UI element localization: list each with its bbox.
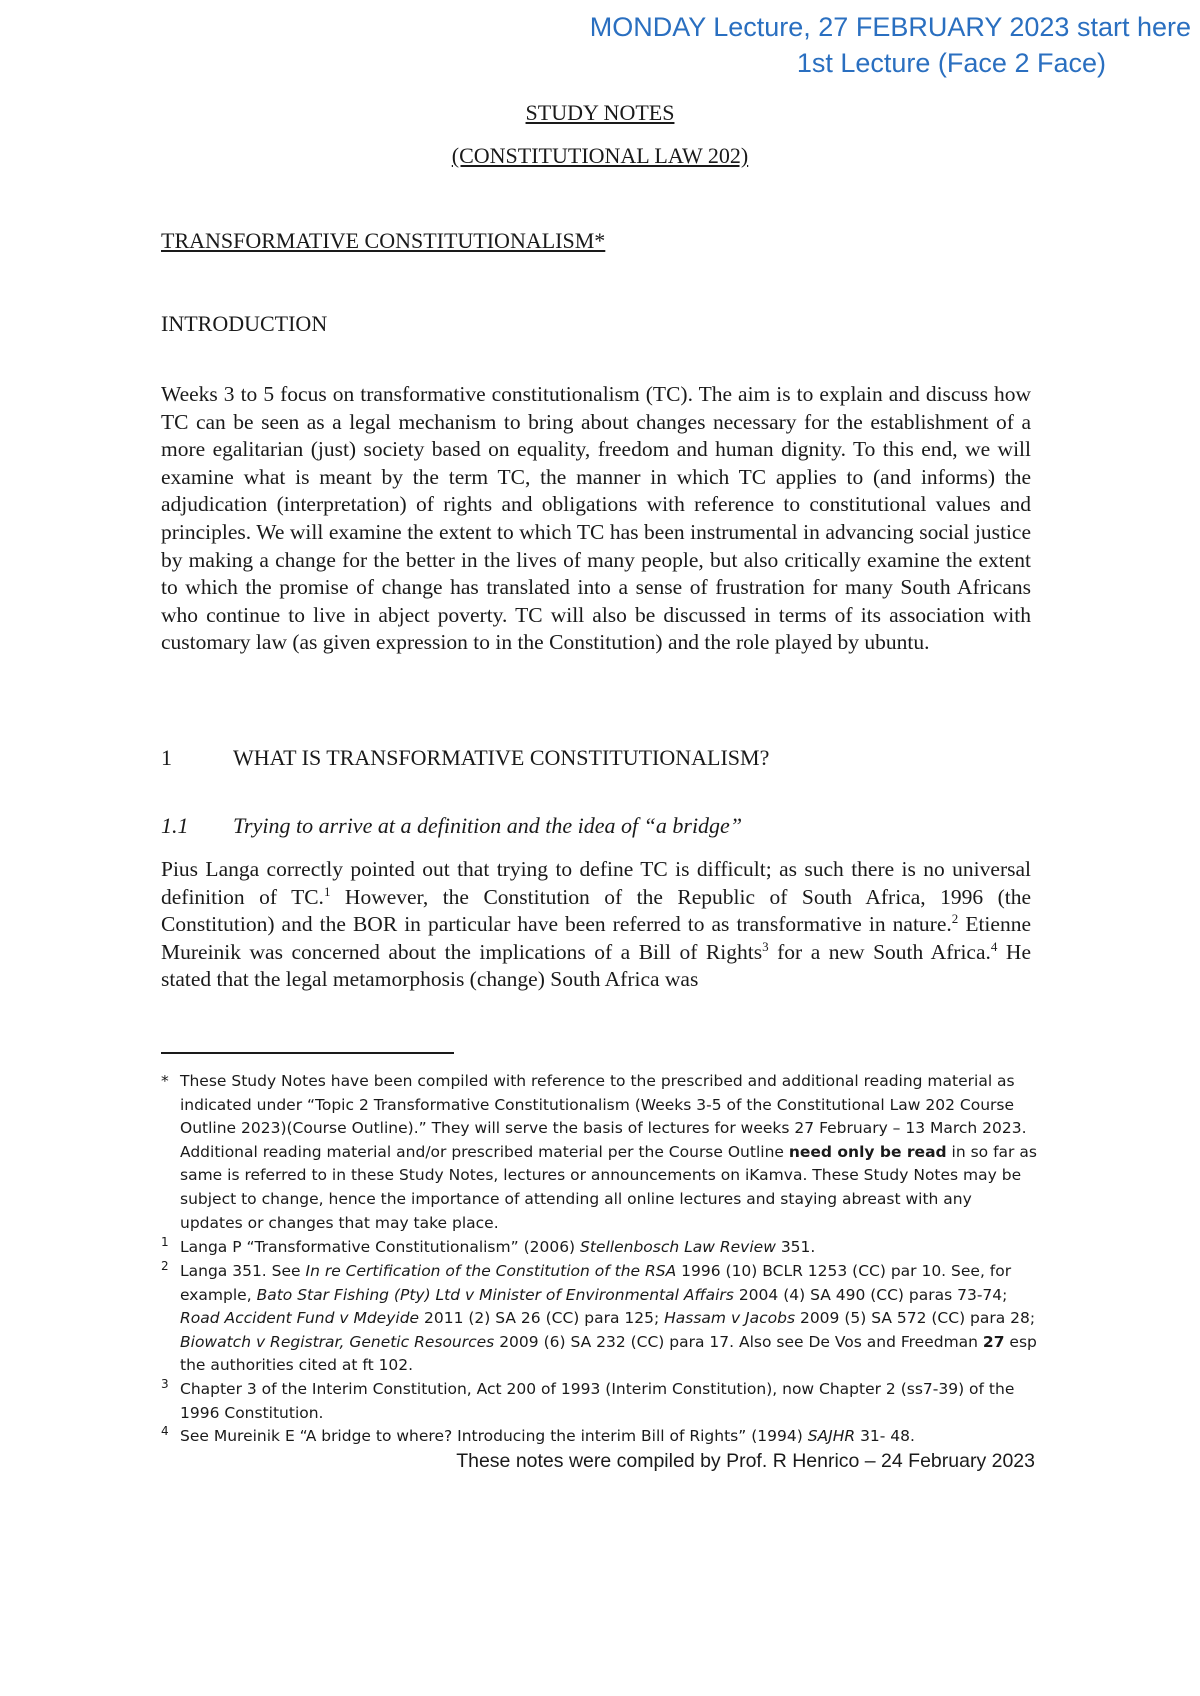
subsection-1-1-heading: [161, 813, 742, 839]
footnote-text: 2009 (5) SA 572 (CC) para 28;: [795, 1309, 1036, 1328]
introduction-heading: INTRODUCTION: [161, 311, 328, 336]
paragraph-text-e: He stated that the legal metamorphosis (change) South Africa was: [161, 939, 1031, 992]
paragraph-text-d: for a new South Africa.: [768, 939, 991, 964]
footnote-text: 31- 48.: [855, 1427, 915, 1445]
footnote-citation: Stellenbosch Law Review: [580, 1238, 776, 1256]
footnote-text: 2011 (2) SA 26 (CC) para 125;: [419, 1309, 665, 1328]
footnote-ref-1[interactable]: 1: [323, 883, 331, 899]
footnote-mark: 2: [161, 1258, 169, 1273]
footnote-asterisk: [161, 1070, 1037, 1235]
footnote-ref-3[interactable]: 3: [762, 938, 769, 954]
footnote-mark: 4: [161, 1423, 169, 1438]
footnote-text: See Mureinik E “A bridge to where? Introducing the interim Bill of Rights” (1994): [180, 1427, 808, 1445]
footnote-text: 2009 (6) SA 232 (CC) para 17. Also see De Vos and Freedman: [494, 1332, 983, 1351]
footnote-text: 2004 (4) SA 490 (CC) paras 73-74;: [733, 1285, 1008, 1304]
footnote-ref-2[interactable]: 2: [951, 911, 959, 927]
footnote-citation: Hassam v Jacobs: [664, 1309, 796, 1328]
footnote-text: These Study Notes have been compiled with reference to the prescribed and additional reading material as indicated under “Topic 2 Transformative Constitutionalism (Weeks 3-5 of the Constitutional Law 202 Course Outline 2023)(Course Outline).” They will serve the basis of lectures for weeks 27 February – 13 March 2023. Additional reading material and/or prescribed material per the Course Outline: [180, 1072, 1027, 1161]
footnote-citation: Bato Star Fishing (Pty) Ltd v Minister of Environmental Affairs: [256, 1285, 734, 1304]
section-1-heading-text: WHAT IS TRANSFORMATIVE CONSTITUTIONALISM?: [233, 745, 770, 770]
document-title: STUDY NOTES: [525, 100, 675, 125]
paragraph-text-b: However, the Constitution of the Republic of South Africa, 1996 (the Constitution) and the BOR in particular have been referred to as transformative in nature.: [161, 884, 1032, 937]
subsection-1-1-heading-text: Trying to arrive at a definition and the idea of “a bridge”: [233, 813, 743, 838]
footnote-bold-text: 27: [982, 1332, 1005, 1351]
footnote-text: Langa 351. See: [180, 1262, 306, 1280]
footnote-mark: 3: [161, 1376, 169, 1391]
section-title: TRANSFORMATIVE CONSTITUTIONALISM*: [161, 228, 606, 253]
paragraph-text-a: Pius Langa correctly pointed out that trying to define TC is difficult; as such there is no universal definition of TC.: [161, 857, 1031, 909]
footnote-mark: 1: [161, 1234, 169, 1249]
section-1-1-paragraph: [161, 856, 1031, 994]
footnote-citation: Road Accident Fund v Mdeyide: [180, 1309, 420, 1328]
introduction-paragraph: Weeks 3 to 5 focus on transformative constitutionalism (TC). The aim is to explain and discuss how TC can be seen as a legal mechanism to bring about changes necessary for the establishment of a more egalitarian (just) society based on equality, freedom and human dignity. To this end, we will examine what is meant by the term TC, the manner in which TC applies to (and informs) the adjudication (interpretation) of rights and obligations with reference to constitutional values and principles. We will examine the extent to which TC has been instrumental in advancing social justice by making a change for the better in the lives of many people, but also critically examine the extent to which the promise of change has translated into a sense of frustration for many South Africans who continue to live in abject poverty. TC will also be discussed in terms of its association with customary law (as given expression to in the Constitution) and the role played by ubuntu.: [161, 382, 1031, 655]
footnote-divider: [161, 1052, 454, 1054]
footnote-citation: In re Certification of the Constitution of the RSA: [305, 1262, 677, 1280]
footnote-mark: *: [161, 1072, 169, 1090]
footnote-ref-4[interactable]: 4: [990, 938, 998, 954]
subsection-1-1-number: 1.1: [161, 813, 189, 838]
lecture-annotation-line2: 1st Lecture (Face 2 Face): [796, 48, 1106, 78]
footnote-citation: Biowatch v Registrar, Genetic Resources: [180, 1332, 495, 1351]
footnote-text: in so far as same is referred to in these Study Notes, lectures or announcements on iKamva. These Study Notes may be subject to change, hence the importance of attending all online lectures and staying abreast with any updates or changes that may take place.: [180, 1142, 1037, 1232]
paragraph-text-c: Etienne Mureinik was concerned about the implications of a Bill of Rights: [161, 912, 1031, 964]
footnote-text: 351.: [775, 1238, 816, 1256]
footnote-text: esp the authorities cited at ft 102.: [180, 1332, 1037, 1375]
section-1-number: 1: [161, 745, 172, 770]
compiled-by-note: These notes were compiled by Prof. R Henrico – 24 February 2023: [456, 1450, 1035, 1472]
footnote-4: [161, 1425, 1037, 1449]
footnote-citation: SAJHR: [807, 1427, 856, 1445]
footnote-text: Langa P “Transformative Constitutionalism” (2006): [180, 1238, 581, 1256]
section-1-heading: [161, 745, 769, 771]
footnote-2: [161, 1260, 1037, 1378]
footnote-1: [161, 1236, 1037, 1260]
footnote-bold-text: need only be read: [788, 1142, 947, 1161]
lecture-annotation-line1: MONDAY Lecture, 27 FEBRUARY 2023 start here: [589, 12, 1191, 42]
footnote-text: 1996 (10) BCLR 1253 (CC) par 10. See, for example,: [180, 1262, 1012, 1304]
footnote-text: Chapter 3 of the Interim Constitution, Act 200 of 1993 (Interim Constitution), now Chapter 2 (ss7-39) of the 1996 Constitution.: [180, 1380, 1015, 1422]
footnote-3: [161, 1378, 1037, 1425]
document-subtitle: (CONSTITUTIONAL LAW 202): [451, 143, 749, 168]
